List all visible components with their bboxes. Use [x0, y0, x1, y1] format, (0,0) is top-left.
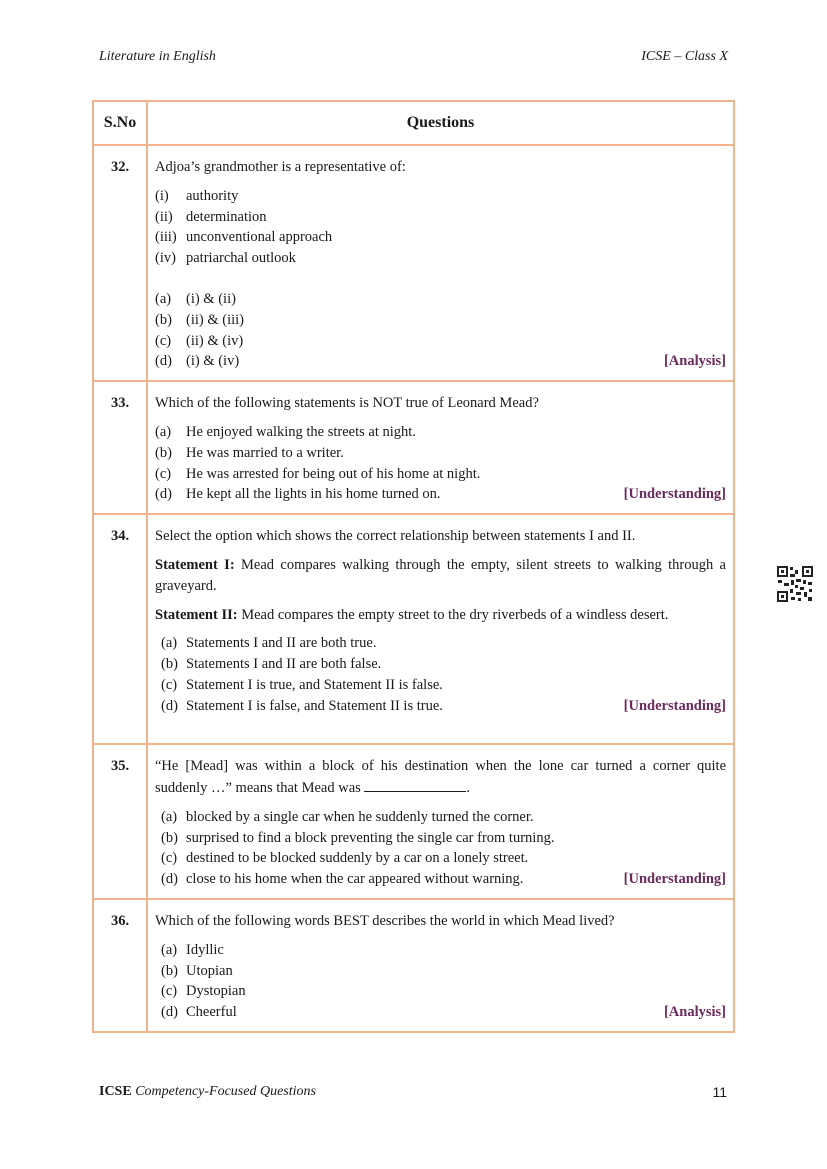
question-text: Which of the following statements is NOT true of Leonard Mead? — [155, 395, 539, 412]
answer-option[interactable]: (b) Statements I and II are both false. — [161, 656, 382, 673]
list-item: (iii) unconventional approach — [155, 229, 333, 246]
list-item: (i) authority — [155, 187, 239, 204]
question-cell — [147, 145, 734, 381]
running-header-class: ICSE – Class X — [641, 49, 728, 64]
question-number: 35. — [93, 744, 147, 899]
question-number: 33. — [93, 381, 147, 514]
questions-table — [92, 100, 735, 1033]
cognitive-level-tag: [Understanding] — [623, 486, 726, 503]
footer-document-title: Competency-Focused Questions — [135, 1084, 316, 1099]
answer-option[interactable]: (d) He kept all the lights in his home turned on. [Understanding] — [155, 484, 726, 505]
list-item: (iv) patriarchal outlook — [155, 250, 296, 267]
question-number: 36. — [93, 899, 147, 1032]
question-row — [93, 381, 734, 514]
answer-option[interactable]: (b) surprised to find a block preventing the single car from turning. — [161, 829, 555, 846]
answer-option[interactable]: (d) close to his home when the car appeared without warning. [Understanding] — [155, 869, 726, 890]
answer-option[interactable]: (a) blocked by a single car when he suddenly turned the corner. — [161, 808, 534, 825]
answer-option[interactable]: (d) (i) & (iv) [Analysis] — [155, 351, 726, 372]
answer-option[interactable]: (b) Utopian — [161, 962, 233, 979]
answer-option[interactable]: (d) Cheerful [Analysis] — [155, 1002, 726, 1023]
question-cell — [147, 744, 734, 899]
column-header-questions: Questions — [147, 101, 734, 145]
footer-title — [99, 1084, 316, 1100]
cognitive-level-tag: [Analysis] — [663, 1004, 726, 1021]
answer-option[interactable]: (a) (i) & (ii) — [155, 290, 236, 307]
question-text: Adjoa’s grandmother is a representative of: — [155, 159, 406, 175]
question-row — [93, 899, 734, 1032]
answer-option[interactable]: (a) He enjoyed walking the streets at night. — [155, 423, 416, 440]
answer-option[interactable]: (c) (ii) & (iv) — [155, 332, 244, 349]
answer-option[interactable]: (c) He was arrested for being out of his home at night. — [155, 465, 481, 482]
answer-option[interactable]: (c) destined to be blocked suddenly by a car on a lonely street. — [161, 850, 529, 867]
question-number: 32. — [93, 145, 147, 381]
list-item: (ii) determination — [155, 208, 267, 225]
question-row — [93, 744, 734, 899]
cognitive-level-tag: [Understanding] — [623, 871, 726, 888]
question-cell — [147, 899, 734, 1032]
answer-option[interactable]: (b) (ii) & (iii) — [155, 311, 244, 328]
answer-option[interactable]: (a) Idyllic — [161, 941, 224, 958]
question-row — [93, 145, 734, 381]
page-number: 11 — [712, 1084, 727, 1100]
answer-option[interactable]: (a) Statements I and II are both true. — [161, 635, 377, 652]
footer-brand: ICSE — [99, 1084, 132, 1099]
question-text: Select the option which shows the correct relationship between statements I and II. — [155, 528, 636, 545]
statement-one: Statement I: Mead compares walking through the empty, silent streets to walking through a graveyard. — [155, 556, 726, 594]
answer-option[interactable]: (b) He was married to a writer. — [155, 444, 344, 461]
cognitive-level-tag: [Understanding] — [623, 697, 726, 714]
running-header-subject: Literature in English — [99, 49, 216, 64]
question-row — [93, 514, 734, 744]
question-cell — [147, 381, 734, 514]
answer-option[interactable]: (c) Dystopian — [161, 983, 246, 1000]
answer-option[interactable]: (d) Statement I is false, and Statement II is true. [Understanding] — [155, 696, 726, 717]
cognitive-level-tag: [Analysis] — [663, 353, 726, 370]
table-header-row — [93, 101, 734, 145]
column-header-sno: S.No — [93, 101, 147, 145]
question-text: “He [Mead] was within a block of his destination when the lone car turned a corner quite suddenly …” means that Mead was . — [155, 758, 726, 796]
qr-code-icon[interactable] — [776, 565, 814, 603]
answer-option[interactable]: (c) Statement I is true, and Statement II is false. — [161, 676, 443, 693]
question-text: Which of the following words BEST describes the world in which Mead lived? — [155, 912, 615, 929]
statement-two: Statement II: Mead compares the empty street to the dry riverbeds of a windless desert. — [155, 606, 669, 623]
question-cell — [147, 514, 734, 744]
answer-blank — [364, 777, 466, 792]
question-number: 34. — [93, 514, 147, 744]
